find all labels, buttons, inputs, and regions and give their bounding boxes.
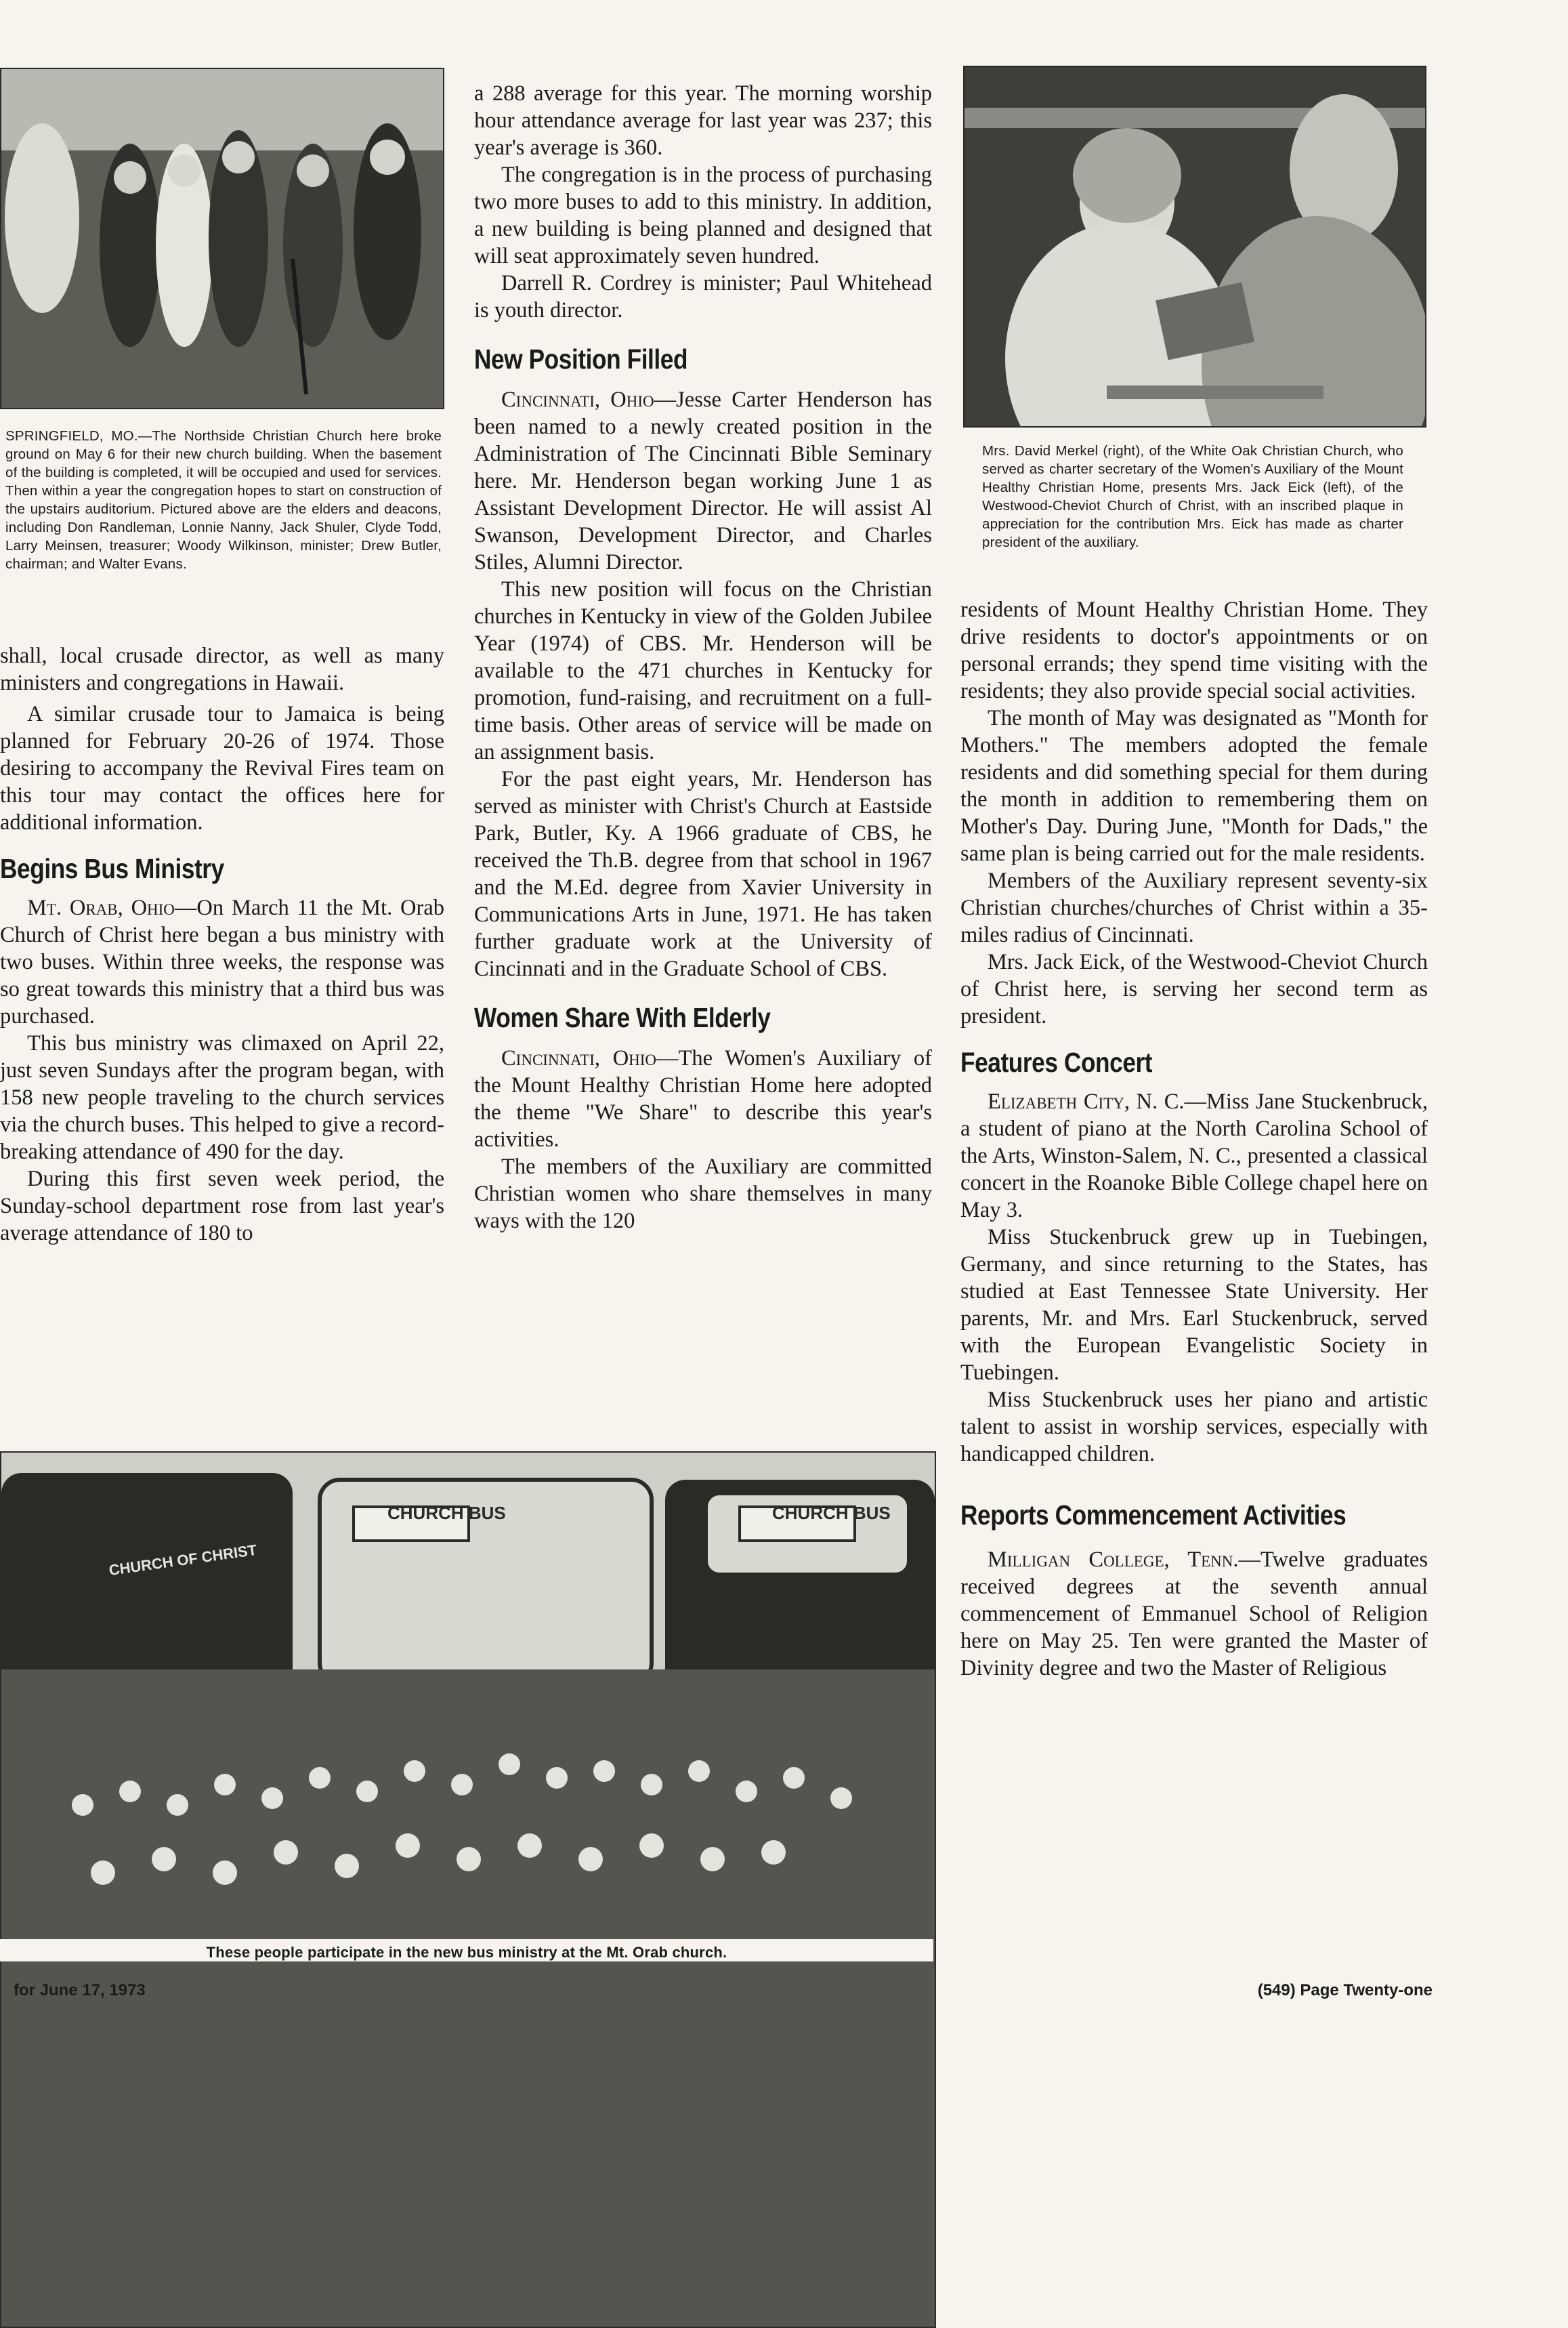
- photo-children-with-church-buses: [1, 1453, 935, 2327]
- plaque-presentation-photo: [963, 66, 1426, 428]
- column-2: [474, 80, 932, 1234]
- bus-ministry-heading: Begins Bus Ministry: [0, 853, 224, 884]
- women-share-paragraph-3: residents of Mount Healthy Christian Home. They drive residents to doctor's appointments or on personal errands; they spend time visiting with the residents; they also provide special social activities.: [960, 598, 1428, 703]
- bus-ministry-paragraph-3: During this first seven week period, the Sunday-school department rose from last year's average attendance of 180 to: [0, 1167, 444, 1245]
- bus-continued-paragraph-2: The congregation is in the process of purchasing two more buses to add to this ministry. In addition, a new building is being planned and designed that will seat approximately seven hundred.: [474, 163, 932, 268]
- new-position-paragraph-1: Cincinnati, Ohio—Jesse Carter Henderson has been named to a newly created position in the Administration of The Cincinnati Bible Seminary here. Mr. Henderson began working June 1 as Assistant Development Director. He will assist Al Swanson, Development Director, and Charles Stiles, Alumni Director.: [474, 388, 932, 575]
- commencement-heading: Reports Commencement Activities: [960, 1499, 1347, 1531]
- footer-page-number: (549) Page Twenty-one: [1257, 1981, 1433, 1999]
- women-share-paragraph-1: Cincinnati, Ohio—The Women's Auxiliary of the Mount Healthy Christian Home here adopted the theme "We Share" to describe this year's activities.: [474, 1046, 932, 1152]
- bus-photo-caption: These people participate in the new bus ministry at the Mt. Orab church.: [0, 1939, 933, 1961]
- crusade-paragraph-2: A similar crusade tour to Jamaica is being planned for February 20-26 of 1974. Those desiring to accompany the Revival Fires team on this tour may contact the offices here for additional information.: [0, 702, 444, 835]
- crusade-paragraph-1: shall, local crusade director, as well as many ministers and congregations in Hawaii.: [0, 644, 444, 695]
- photo-groundbreaking-men-with-shovel: [1, 69, 443, 408]
- women-share-dateline: Cincinnati, Ohio: [501, 1046, 657, 1071]
- bus-continued-paragraph-1: a 288 average for this year. The morning worship hour attendance average for last year was 237; this year's average is 360.: [474, 81, 932, 160]
- concert-paragraph-1: Elizabeth City, N. C.—Miss Jane Stuckenbruck, a student of piano at the North Carolina School of the Arts, Winston-Salem, N. C., presented a classical concert in the Roanoke Bible College chapel here on May 3.: [960, 1089, 1428, 1222]
- concert-dateline: Elizabeth City, N. C.: [988, 1089, 1185, 1114]
- features-concert-heading: Features Concert: [960, 1047, 1153, 1078]
- women-share-paragraph-5: Members of the Auxiliary represent seventy-six Christian churches/churches of Christ within a 35-miles radius of Cincinnati.: [960, 869, 1428, 947]
- new-position-dateline: Cincinnati, Ohio: [501, 388, 654, 412]
- concert-paragraph-2: Miss Stuckenbruck grew up in Tuebingen, Germany, and since returning to the States, has studied at East Tennessee State University. Her parents, Mr. and Mrs. Earl Stuckenbruck, served with the European Evangelistic Society in Tuebingen.: [960, 1225, 1428, 1385]
- bus-sign-2: CHURCH BUS: [772, 1503, 891, 1523]
- new-position-paragraph-2: This new position will focus on the Christian churches in Kentucky in view of the Golden Jubilee Year (1974) of CBS. Mr. Henderson will be available to the 471 churches in Kentucky for promotion, fund-raising, and recruitment on a full-time basis. Other areas of service will be made on an assignment basis.: [474, 577, 932, 764]
- concert-paragraph-3: Miss Stuckenbruck uses her piano and artistic talent to assist in worship services, especially with handicapped children.: [960, 1388, 1428, 1466]
- commencement-dateline: Milligan College, Tenn.: [988, 1547, 1239, 1572]
- bus-ministry-paragraph-1: Mt. Orab, Ohio—On March 11 the Mt. Orab Church of Christ here began a bus ministry with two buses. Within three weeks, the response was so great towards this ministry that a third bus was purchased.: [0, 896, 444, 1028]
- column-1: [0, 642, 444, 1247]
- groundbreaking-caption: SPRINGFIELD, MO.—The Northside Christian Church here broke ground on May 6 for their new church building. When the basement of the building is completed, it will be occupied and used for services. Then within a year the congregation hopes to start on construction of the upstairs auditorium. Pictured above are the elders and deacons, including Don Randleman, Lonnie Nanny, Jack Shuler, Clyde Todd, Larry Meinsen, treasurer; Woody Wilkinson, minister; Drew Butler, chairman; and Walter Evans.: [5, 428, 442, 572]
- mt-orab-bus-photo: [0, 1451, 936, 2328]
- bus-continued-paragraph-3: Darrell R. Cordrey is minister; Paul Whitehead is youth director.: [474, 271, 932, 323]
- bus-ministry-paragraph-2: This bus ministry was climaxed on April 22, just seven Sundays after the program began, with 158 new people traveling to the church services via the church buses. This helped to give a record-breaking attendance of 490 for the day.: [0, 1031, 444, 1164]
- bus-sign-1: CHURCH BUS: [387, 1503, 506, 1523]
- footer-date: for June 17, 1973: [14, 1981, 146, 1999]
- women-share-heading: Women Share With Elderly: [474, 1002, 771, 1033]
- women-share-paragraph-2: The members of the Auxiliary are committed Christian women who share themselves in many ways with the 120: [474, 1155, 932, 1233]
- new-position-paragraph-3: For the past eight years, Mr. Henderson has served as minister with Christ's Church at Eastside Park, Butler, Ky. A 1966 graduate of CBS, he received the Th.B. degree from that school in 1967 and the M.Ed. degree from Xavier University in Communications Arts in June, 1971. He has taken further graduate work at the University of Cincinnati and in the Graduate School of CBS.: [474, 767, 932, 981]
- groundbreaking-photo: [0, 68, 444, 409]
- photo-women-plaque-presentation: [965, 67, 1425, 426]
- commencement-paragraph-1: Milligan College, Tenn.—Twelve graduates received degrees at the seventh annual commencement of Emmanuel School of Religion here on May 25. Ten were granted the Master of Divinity degree and two the Master of Religious: [960, 1547, 1428, 1680]
- plaque-caption: Mrs. David Merkel (right), of the White Oak Christian Church, who served as charter secretary of the Women's Auxiliary of the Mount Healthy Christian Home, presents Mrs. Jack Eick (left), of the Westwood-Cheviot Church of Christ, with an inscribed plaque in appreciation for the contribution Mrs. Eick has made as charter president of the auxiliary.: [982, 443, 1403, 550]
- bus-ministry-dateline: Mt. Orab, Ohio: [27, 896, 175, 920]
- bus-side-lettering: CHURCH OF CHRIST: [108, 1541, 258, 1579]
- new-position-heading: New Position Filled: [474, 344, 688, 375]
- column-3: [960, 596, 1428, 1682]
- women-share-paragraph-6: Mrs. Jack Eick, of the Westwood-Cheviot Church of Christ here, is serving her second term as president.: [960, 950, 1428, 1028]
- women-share-paragraph-4: The month of May was designated as "Month for Mothers." The members adopted the female residents and did something special for them during the month in addition to remembering them on Mother's Day. During June, "Month for Dads," the same plan is being carried out for the male residents.: [960, 706, 1428, 866]
